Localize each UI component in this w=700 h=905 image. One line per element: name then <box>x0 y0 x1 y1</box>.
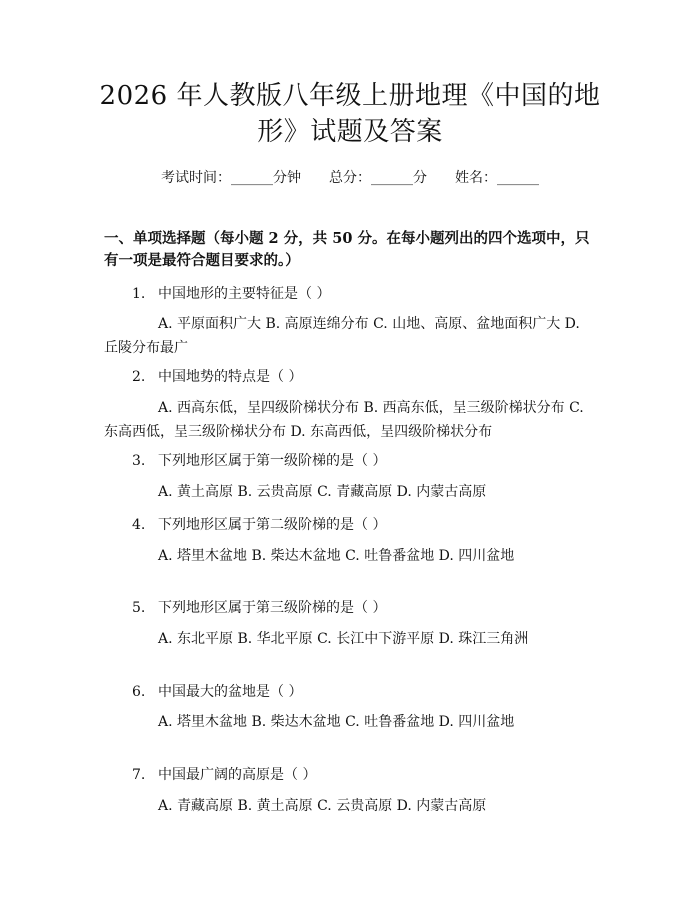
exam-info-line <box>60 167 640 187</box>
question-number: 6. <box>132 684 146 700</box>
exam-title <box>60 78 640 150</box>
question-number: 7. <box>132 767 146 783</box>
question-4 <box>132 514 602 534</box>
student-name-label: 姓名：______ <box>455 170 539 186</box>
question-3 <box>132 450 602 470</box>
question-6 <box>132 681 602 701</box>
question-stem: 中国地形的主要特征是（ ） <box>158 286 331 302</box>
question-number: 2. <box>132 369 146 385</box>
question-2 <box>132 366 602 386</box>
question-7-options: A. 青藏高原 B. 黄土高原 C. 云贵高原 D. 内蒙古高原 <box>158 798 487 814</box>
question-7 <box>132 764 602 784</box>
question-number: 3. <box>132 453 146 469</box>
section-heading: 一、单项选择题（每小题 2 分，共 50 分。在每小题列出的四个选项中，只有一项是最符合题目要求的。） <box>104 230 590 269</box>
question-1 <box>132 283 602 303</box>
question-stem: 中国最广阔的高原是（ ） <box>158 767 317 783</box>
exam-time-label: 考试时间：______分钟 <box>161 170 301 186</box>
total-score-label: 总分：______分 <box>329 170 427 186</box>
question-3-options: A. 黄土高原 B. 云贵高原 C. 青藏高原 D. 内蒙古高原 <box>158 484 487 500</box>
question-stem: 中国地势的特点是（ ） <box>158 369 303 385</box>
question-5-options: A. 东北平原 B. 华北平原 C. 长江中下游平原 D. 珠江三角洲 <box>158 631 529 647</box>
question-4-options: A. 塔里木盆地 B. 柴达木盆地 C. 吐鲁番盆地 D. 四川盆地 <box>158 548 515 564</box>
title-line-1: 2026 年人教版八年级上册地理《中国的地 <box>99 81 601 111</box>
question-number: 4. <box>132 517 146 533</box>
question-5 <box>132 597 602 617</box>
question-stem: 下列地形区属于第三级阶梯的是（ ） <box>158 600 387 616</box>
question-number: 5. <box>132 600 146 616</box>
question-stem: 下列地形区属于第二级阶梯的是（ ） <box>158 517 387 533</box>
question-1-options: A. 平原面积广大 B. 高原连绵分布 C. 山地、高原、盆地面积广大 D. 丘陵分布最广 <box>104 316 580 356</box>
question-stem: 下列地形区属于第一级阶梯的是（ ） <box>158 453 387 469</box>
title-line-2: 形》试题及答案 <box>257 117 443 147</box>
question-stem: 中国最大的盆地是（ ） <box>158 684 303 700</box>
question-2-options: A. 西高东低，呈四级阶梯状分布 B. 西高东低，呈三级阶梯状分布 C. 东高西低，呈三级阶梯状分布 D. 东高西低，呈四级阶梯状分布 <box>104 400 584 440</box>
question-6-options: A. 塔里木盆地 B. 柴达木盆地 C. 吐鲁番盆地 D. 四川盆地 <box>158 714 515 730</box>
question-number: 1. <box>132 286 146 302</box>
